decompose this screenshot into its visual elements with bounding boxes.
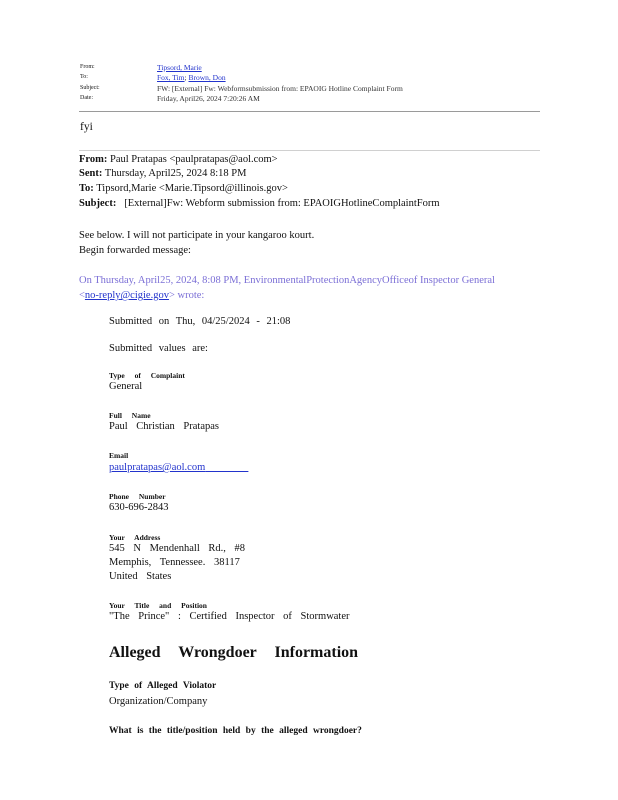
header-to-recipient-1[interactable]: Fox, Tim (157, 73, 185, 82)
violator-type-value: Organization/Company (109, 696, 208, 707)
note-text: fyi (80, 121, 93, 133)
header-to-separator: ; (184, 73, 187, 82)
wrongdoer-title-question: What is the title/position held by the alleged wrongdoer? (109, 726, 362, 736)
forwarded-to-label: To: (79, 183, 94, 194)
violator-type-label: Type of Alleged Violator (109, 681, 217, 691)
forwarded-from-value: Paul Pratapas <paulpratapas@aol.com> (110, 154, 278, 165)
header-date-label: Date: (80, 95, 93, 101)
email-label: Email (109, 451, 129, 460)
header-to-label: To: (80, 74, 88, 80)
header-from-label: From: (80, 64, 95, 70)
forwarded-to (79, 183, 288, 194)
header-from-value[interactable]: Tipsord, Marie (157, 63, 202, 72)
address-line-3: United States (109, 571, 172, 582)
address-label: Your Address (109, 533, 161, 542)
forwarded-subject (79, 198, 440, 209)
header-to-values (157, 73, 226, 82)
address-line-2: Memphis, Tennessee. 38117 (109, 557, 240, 568)
submitted-on: Submitted on Thu, 04/25/2024 - 21:08 (109, 316, 291, 327)
header-subject-label: Subject: (80, 85, 100, 91)
header-to-recipient-2[interactable]: Brown, Don (188, 73, 226, 82)
forwarded-sent-label: Sent: (79, 168, 103, 179)
forwarded-from (79, 154, 278, 165)
forwarded-to-value: Tipsord,Marie <Marie.Tipsord@illinois.gov> (96, 183, 288, 194)
phone-label: Phone Number (109, 492, 166, 501)
forwarded-subject-value: [External]Fw: Webform submission from: EPAOIGHotlineComplaintForm (124, 198, 440, 209)
full-name-label: Full Name (109, 411, 151, 420)
forwarded-sent (79, 168, 246, 179)
section-title-alleged-wrongdoer: Alleged Wrongdoer Information (109, 644, 359, 661)
header-divider (79, 111, 540, 112)
submitted-values: Submitted values are: (109, 343, 208, 354)
header-subject-value: FW: [External] Fw: Webformsubmission from: EPAOIG Hotline Complaint Form (157, 84, 403, 93)
address-line-1: 545 N Mendenhall Rd., #8 (109, 543, 245, 554)
full-name-value: Paul Christian Pratapas (109, 421, 219, 432)
forwarded-from-label: From: (79, 154, 108, 165)
quote-attribution: On Thursday, April25, 2024, 8:08 PM, EnvironmentalProtectionAgencyOfficeof Inspector General (79, 275, 495, 286)
forwarded-subject-label: Subject: (79, 198, 117, 209)
quote-email-link[interactable]: no-reply@cigie.gov (84, 290, 169, 301)
message-divider (79, 150, 540, 151)
phone-value: 630-696-2843 (109, 502, 169, 513)
quote-email-open: < (79, 290, 85, 301)
message-line-2: Begin forwarded message: (79, 245, 191, 256)
forwarded-sent-value: Thursday, April25, 2024 8:18 PM (104, 168, 247, 179)
quote-sender (79, 290, 204, 301)
title-position-value: "The Prince" : Certified Inspector of Stormwater (109, 611, 350, 622)
quote-email-close: > wrote: (168, 290, 205, 301)
email-value (109, 462, 248, 473)
type-of-complaint-label: Type of Complaint (109, 371, 185, 380)
title-position-label: Your Title and Position (109, 601, 207, 610)
message-line-1: See below. I will not participate in your kangaroo kourt. (79, 230, 315, 241)
type-of-complaint-value: General (109, 381, 143, 392)
header-date-value: Friday, April26, 2024 7:20:26 AM (157, 94, 260, 103)
email-link[interactable]: paulpratapas@aol.com (109, 462, 206, 473)
